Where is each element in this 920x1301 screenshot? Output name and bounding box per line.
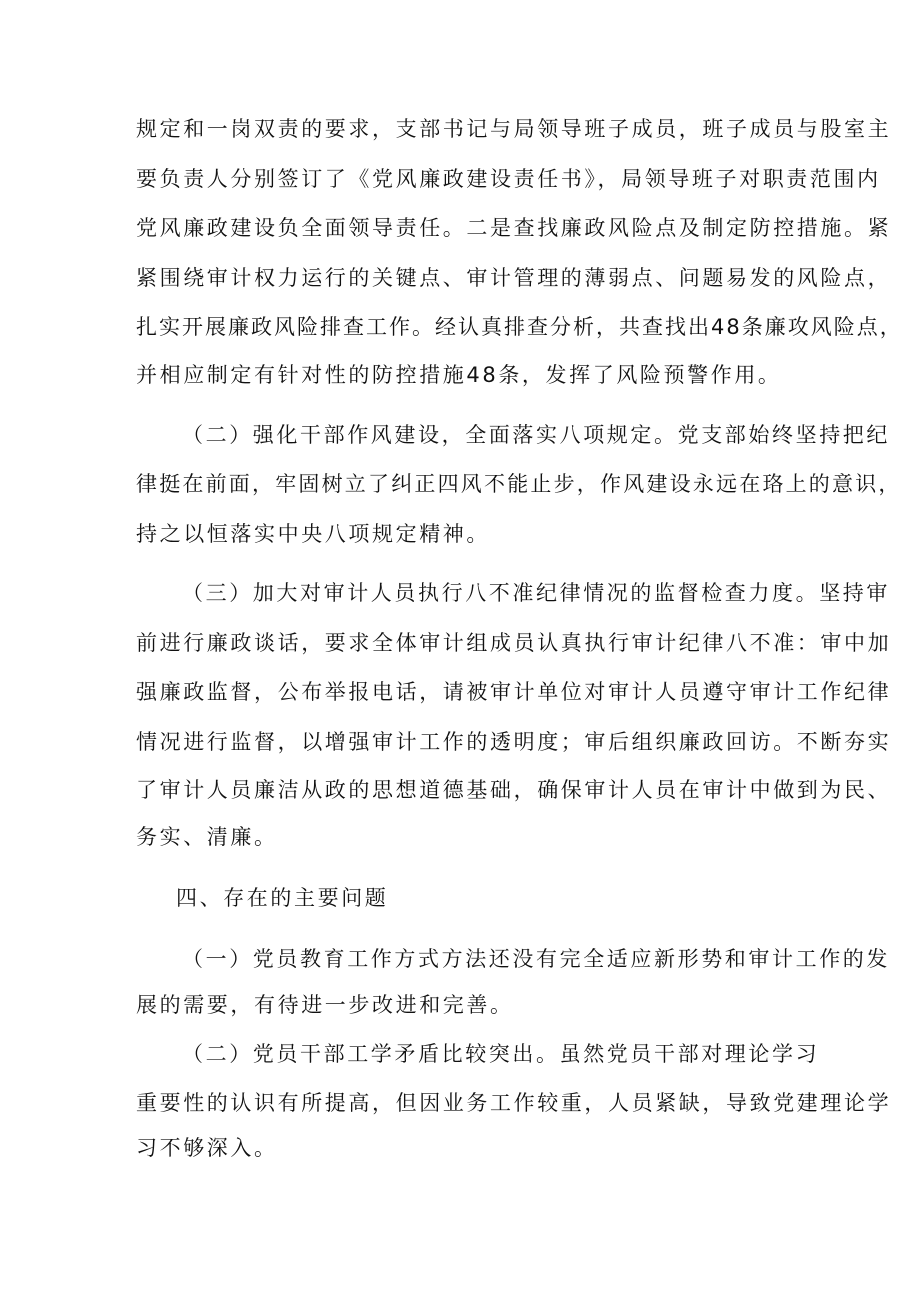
text-line: 律挺在前面，牢固树立了纠正四风不能止步，作风建设永远在珞上的意识， — [136, 472, 902, 496]
text-line: 持之以恒落实中央八项规定精神。 — [136, 522, 490, 546]
text-line: 扎实开展廉政风险排查工作。经认真排查分析，共查找出48条廉攻风险点， — [136, 315, 903, 339]
text-line: 前进行廉政谈话，要求全体审计组成员认真执行审计纪律八不准：审中加 — [136, 631, 892, 655]
text-line: （二）强化干部作风建设，全面落实八项规定。党支部始终坚持把纪 — [182, 423, 890, 447]
text-line: （三）加大对审计人员执行八不准纪律情况的监督检查力度。坚持审 — [182, 581, 890, 605]
text-line: 并相应制定有针对性的防控措施48条，发挥了风险预警作用。 — [136, 363, 782, 387]
text-line: 强廉政监督，公布举报电话，请被审计单位对审计人员遵守审计工作纪律 — [136, 680, 892, 704]
text-line: 要负责人分别签订了《党风廉政建设责任书》，局领导班子对职责范围内 — [136, 167, 881, 191]
text-line: （一）党员教育工作方式方法还没有完全适应新形势和审计工作的发 — [182, 947, 890, 971]
text-line: 规定和一岗双责的要求，支部书记与局领导班子成员，班子成员与股室主 — [136, 117, 892, 141]
text-line: 情况进行监督，以增强审计工作的透明度；审后组织廉政回访。不断夯实 — [136, 730, 892, 754]
text-line: 习不够深入。 — [136, 1136, 278, 1160]
text-line: 展的需要，有待进一步改进和完善。 — [136, 993, 514, 1017]
section-heading: 四、存在的主要问题 — [176, 886, 389, 910]
text-line: （二）党员干部工学矛盾比较突出。虽然党员干部对理论学习 — [182, 1042, 820, 1066]
text-line: 党风廉政建设负全面领导责任。二是查找廉政风险点及制定防控措施。紧 — [136, 216, 892, 240]
text-line: 紧围绕审计权力运行的关键点、审计管理的薄弱点、问题易发的风险点， — [136, 266, 892, 290]
text-line: 了审计人员廉洁从政的思想道德基础，确保审计人员在审计中做到为民、 — [136, 778, 892, 802]
text-line: 重要性的认识有所提高，但因业务工作较重，人员紧缺，导致党建理论学 — [136, 1091, 892, 1115]
text-line: 务实、清廉。 — [136, 825, 278, 849]
